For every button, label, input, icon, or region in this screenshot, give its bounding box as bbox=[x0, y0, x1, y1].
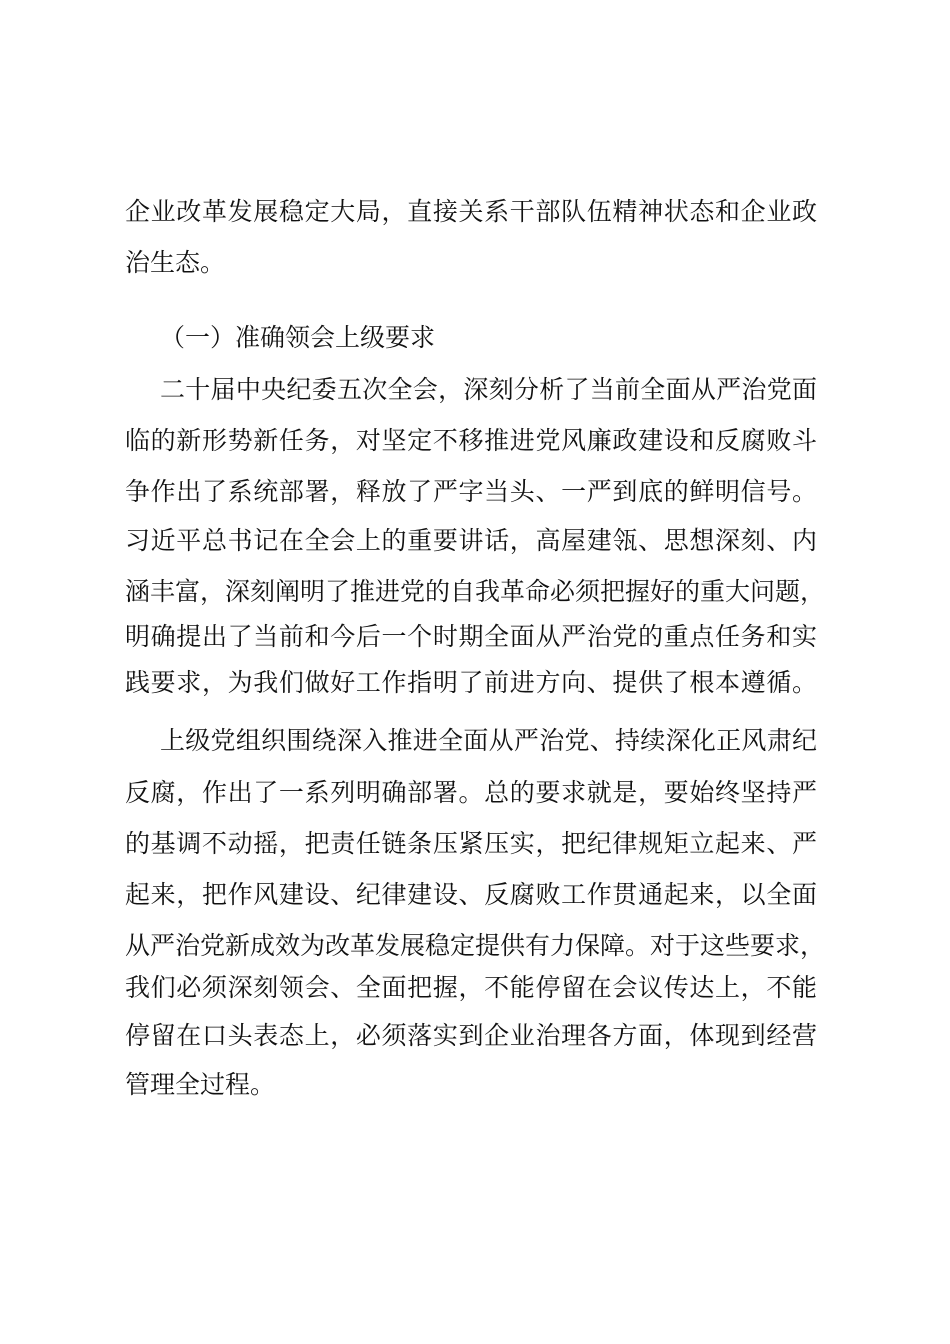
text-line: 我们必须深刻领会、全面把握，不能停留在会议传达上，不能 bbox=[125, 973, 817, 1002]
text-line: 治生态。 bbox=[125, 248, 226, 277]
text-line: 明确提出了当前和今后一个时期全面从严治党的重点任务和实 bbox=[125, 622, 817, 651]
text-line: 涵丰富，深刻阐明了推进党的自我革命必须把握好的重大问题， bbox=[125, 577, 826, 606]
text-line: 起来，把作风建设、纪律建设、反腐败工作贯通起来，以全面 bbox=[125, 880, 817, 909]
text-line: 上级党组织围绕深入推进全面从严治党、持续深化正风肃纪 bbox=[160, 726, 817, 755]
text-line: 临的新形势新任务，对坚定不移推进党风廉政建设和反腐败斗 bbox=[125, 426, 817, 455]
text-line: 管理全过程。 bbox=[125, 1070, 276, 1099]
text-line: 停留在口头表态上，必须落实到企业治理各方面，体现到经营 bbox=[125, 1021, 817, 1050]
text-line: 习近平总书记在全会上的重要讲话，高屋建瓴、思想深刻、内 bbox=[125, 526, 817, 555]
text-line: 企业改革发展稳定大局，直接关系干部队伍精神状态和企业政 bbox=[125, 197, 817, 226]
text-line: 践要求，为我们做好工作指明了前进方向、提供了根本遵循。 bbox=[125, 668, 817, 697]
section-heading: （一）准确领会上级要求 bbox=[160, 323, 436, 352]
text-line: 反腐，作出了一系列明确部署。总的要求就是，要始终坚持严 bbox=[125, 778, 817, 807]
text-line: 的基调不动摇，把责任链条压紧压实，把纪律规矩立起来、严 bbox=[125, 829, 817, 858]
text-line: 从严治党新成效为改革发展稳定提供有力保障。对于这些要求， bbox=[125, 931, 826, 960]
text-line: 争作出了系统部署，释放了严字当头、一严到底的鲜明信号。 bbox=[125, 477, 817, 506]
text-line: 二十届中央纪委五次全会，深刻分析了当前全面从严治党面 bbox=[160, 375, 817, 404]
